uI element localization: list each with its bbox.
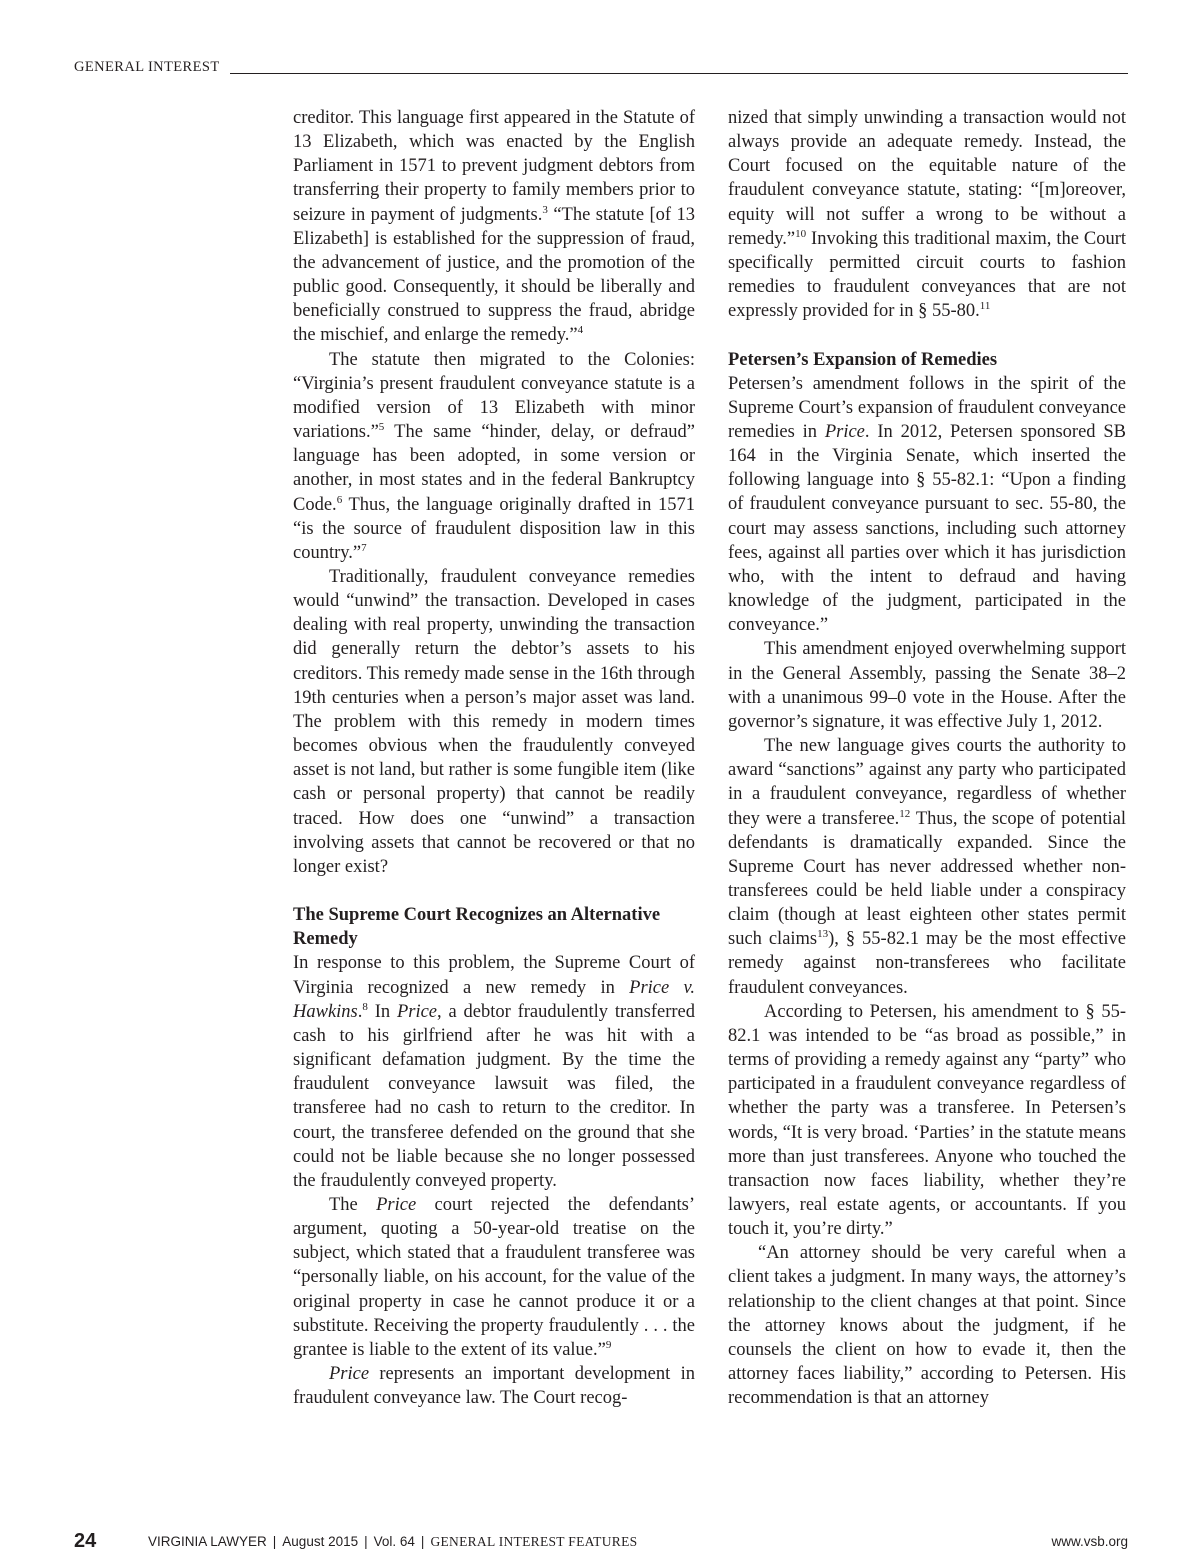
footnote-ref-11: 11	[979, 300, 991, 313]
text-run: court rejected the defendants’ argument, quoting a 50-year-old treatise on the subject, which stated that a fraudulent transferee was “personally liable, on his account, for the value of the original property in case he cannot produce it or a substitute. Receiving the property fraudulently . . . the grantee is liable to the extent of its value.”	[293, 1195, 695, 1360]
footnote-ref-3: 3	[542, 203, 548, 216]
footnote-ref-8: 8	[362, 1000, 368, 1013]
footnote-ref-9: 9	[605, 1338, 612, 1351]
left-paragraph-4	[293, 951, 695, 1193]
issue-date: August 2015	[282, 1534, 359, 1549]
right-paragraph-2	[728, 372, 1126, 638]
left-paragraph-3: Traditionally, fraudulent conveyance remedies would “unwind” the transaction. Developed in cases dealing with real property, unwinding the transaction did generally return the debtor’s assets to his creditors. This remedy made sense in the 16th through 19th centuries when a person’s major asset was land. The problem with this remedy in modern times becomes obvious when the fraudulently conveyed asset is not land, but rather is some fungible item (like cash or personal property) that cannot be readily traced. How does one “unwind” a transaction involving assets that cannot be recovered or that no longer exist?	[293, 566, 695, 877]
text-run: creditor. This language first appeared in the Statute of 13 Elizabeth, which was enacted by the English Parliament in 1571 to prevent judgment debtors from transferring their property to family members prior to seizure in payment of judgments.	[293, 108, 695, 225]
case-name: Price v. Hawkins	[293, 977, 695, 1022]
text-run: In response to this problem, the Supreme Court of Virginia recognized a new remedy in	[293, 953, 695, 998]
text-run: Invoking this traditional maxim, the Court specifically permitted circuit courts to fashion remedies to fraudulent conveyances that are not expressly provided for in § 55-80.	[728, 228, 1126, 322]
running-header	[74, 58, 1128, 78]
right-paragraph-4	[728, 734, 1126, 1000]
footnote-ref-4: 4	[577, 324, 584, 337]
right-column	[728, 106, 1126, 1410]
left-paragraph-2	[293, 348, 695, 565]
right-paragraph-3: This amendment enjoyed overwhelming support in the General Assembly, passing the Senate 38–2 with a unanimous 99–0 vote in the House. After the governor’s signature, it was effective July 1, 2012.	[728, 639, 1126, 732]
footnote-ref-7: 7	[361, 541, 367, 554]
separator: |	[364, 1534, 368, 1549]
case-name: Price	[824, 422, 865, 443]
text-run: Thus, the language originally drafted in 1571 “is the source of fraudulent disposition law in this country.”	[293, 494, 695, 563]
text-run: The same “hinder, delay, or defraud” language has been adopted, in some version or another, in most states and in the federal Bankruptcy Code.	[293, 422, 695, 515]
right-paragraph-6: “An attorney should be very careful when a client takes a judgment. In many ways, the attorney’s relationship to the client changes at that point. Since the attorney knows about the judgment, if he counsels the client on how to evade it, then the attorney faces liability,” according to Petersen. His recommendation is that an attorney	[728, 1243, 1126, 1409]
text-run: . In 2012, Petersen sponsored SB 164 in the Virginia Senate, which inserted the following language into § 55-82.1: “Upon a finding of fraudulent conveyance pursuant to sec. 55-80, the court may assess sanctions, including such attorney fees, against all parties over which it has jurisdiction who, with the intent to defraud and having knowledge of the judgment, participated in the conveyance.”	[728, 422, 1127, 636]
text-run: ), § 55-82.1 may be the most effective remedy against non-transferees who facilitate fraudulent conveyances.	[728, 929, 1127, 998]
right-paragraph-1	[728, 106, 1126, 323]
separator: |	[420, 1534, 425, 1549]
text-run: “The statute [of 13 Elizabeth] is established for the suppression of fraud, the advancement of justice, and the promotion of the public good. Consequently, it should be liberally and beneficially construed to suppress the fraud, abridge the mischief, and enlarge the remedy.”	[293, 204, 695, 346]
footer-section: GENERAL INTEREST FEATURES	[430, 1534, 638, 1549]
volume: Vol. 64	[373, 1534, 415, 1549]
footnote-ref-12: 12	[899, 807, 911, 820]
publication-title: VIRGINIA LAWYER	[148, 1534, 267, 1549]
text-run: , a debtor fraudulently transferred cash to his girlfriend after he was hit with a significant defamation judgment. By the time the fraudulent conveyance lawsuit was filed, the transferee had no cash to return to the creditor. In court, the transferee defended on the ground that she could not be liable because she no longer possessed the fraudulently conveyed property.	[293, 1001, 695, 1191]
text-run: The statute then migrated to the Colonies: “Virginia’s present fraudulent conveyance statute is a modified version of 13 Elizabeth with minor variations.”	[293, 349, 695, 443]
publication-line	[148, 1534, 637, 1550]
section-heading-petersen: Petersen’s Expansion of Remedies	[728, 349, 998, 370]
text-run: represents an important development in fraudulent conveyance law. The Court recog-	[293, 1364, 695, 1409]
left-paragraph-6	[293, 1362, 695, 1410]
website-url: www.vsb.org	[1051, 1534, 1128, 1549]
footnote-ref-10: 10	[795, 227, 807, 240]
page-footer	[74, 1530, 1128, 1554]
page-number: 24	[74, 1530, 97, 1552]
section-heading-supreme-court: The Supreme Court Recognizes an Alternative Remedy	[293, 905, 661, 950]
header-rule	[230, 73, 1128, 74]
section-label: GENERAL INTEREST	[74, 59, 220, 75]
text-run: nized that simply unwinding a transaction would not always provide an adequate remedy. Instead, the Court focused on the equitable nature of the fraudulent conveyance statute, stating: “[m]oreover, equity will not suffer a wrong to be without a remedy.”	[728, 108, 1126, 249]
case-name: Price	[396, 1001, 438, 1022]
text-run: Thus, the scope of potential defendants is dramatically expanded. Since the Supreme Court has never addressed whether non-transferees could be held liable under a conspiracy claim (though at least eighteen other states permit such claims	[728, 808, 1127, 950]
footnote-ref-6: 6	[336, 493, 343, 506]
text-run: The new language gives courts the authority to award “sanctions” against any party who participated in a fraudulent conveyance, regardless of whether they were a transferee.	[728, 736, 1126, 829]
left-column	[293, 106, 695, 1410]
separator: |	[272, 1534, 277, 1549]
text-run: Petersen’s amendment follows in the spirit of the Supreme Court’s expansion of fraudulent conveyance remedies in	[728, 373, 1126, 443]
right-paragraph-5: According to Petersen, his amendment to § 55-82.1 was intended to be “as broad as possible,” in terms of providing a remedy against any “party” who participated in a fraudulent conveyance regardless of whether the party was a transferee. In Petersen’s words, “It is very broad. ‘Parties’ in the statute means more than just transferees. Anyone who touched the transaction now faces liability, whether they’re lawyers, real estate agents, or accountants. If you touch it, you’re dirty.”	[728, 1001, 1126, 1240]
footnote-ref-13: 13	[817, 928, 829, 941]
text-run: .	[357, 1001, 363, 1022]
text-run: The	[329, 1195, 377, 1216]
left-paragraph-5	[293, 1193, 695, 1362]
footnote-ref-5: 5	[378, 421, 385, 434]
left-paragraph-1	[293, 106, 695, 348]
case-name: Price	[329, 1364, 370, 1385]
text-run: In	[367, 1001, 397, 1022]
case-name: Price	[376, 1195, 417, 1216]
